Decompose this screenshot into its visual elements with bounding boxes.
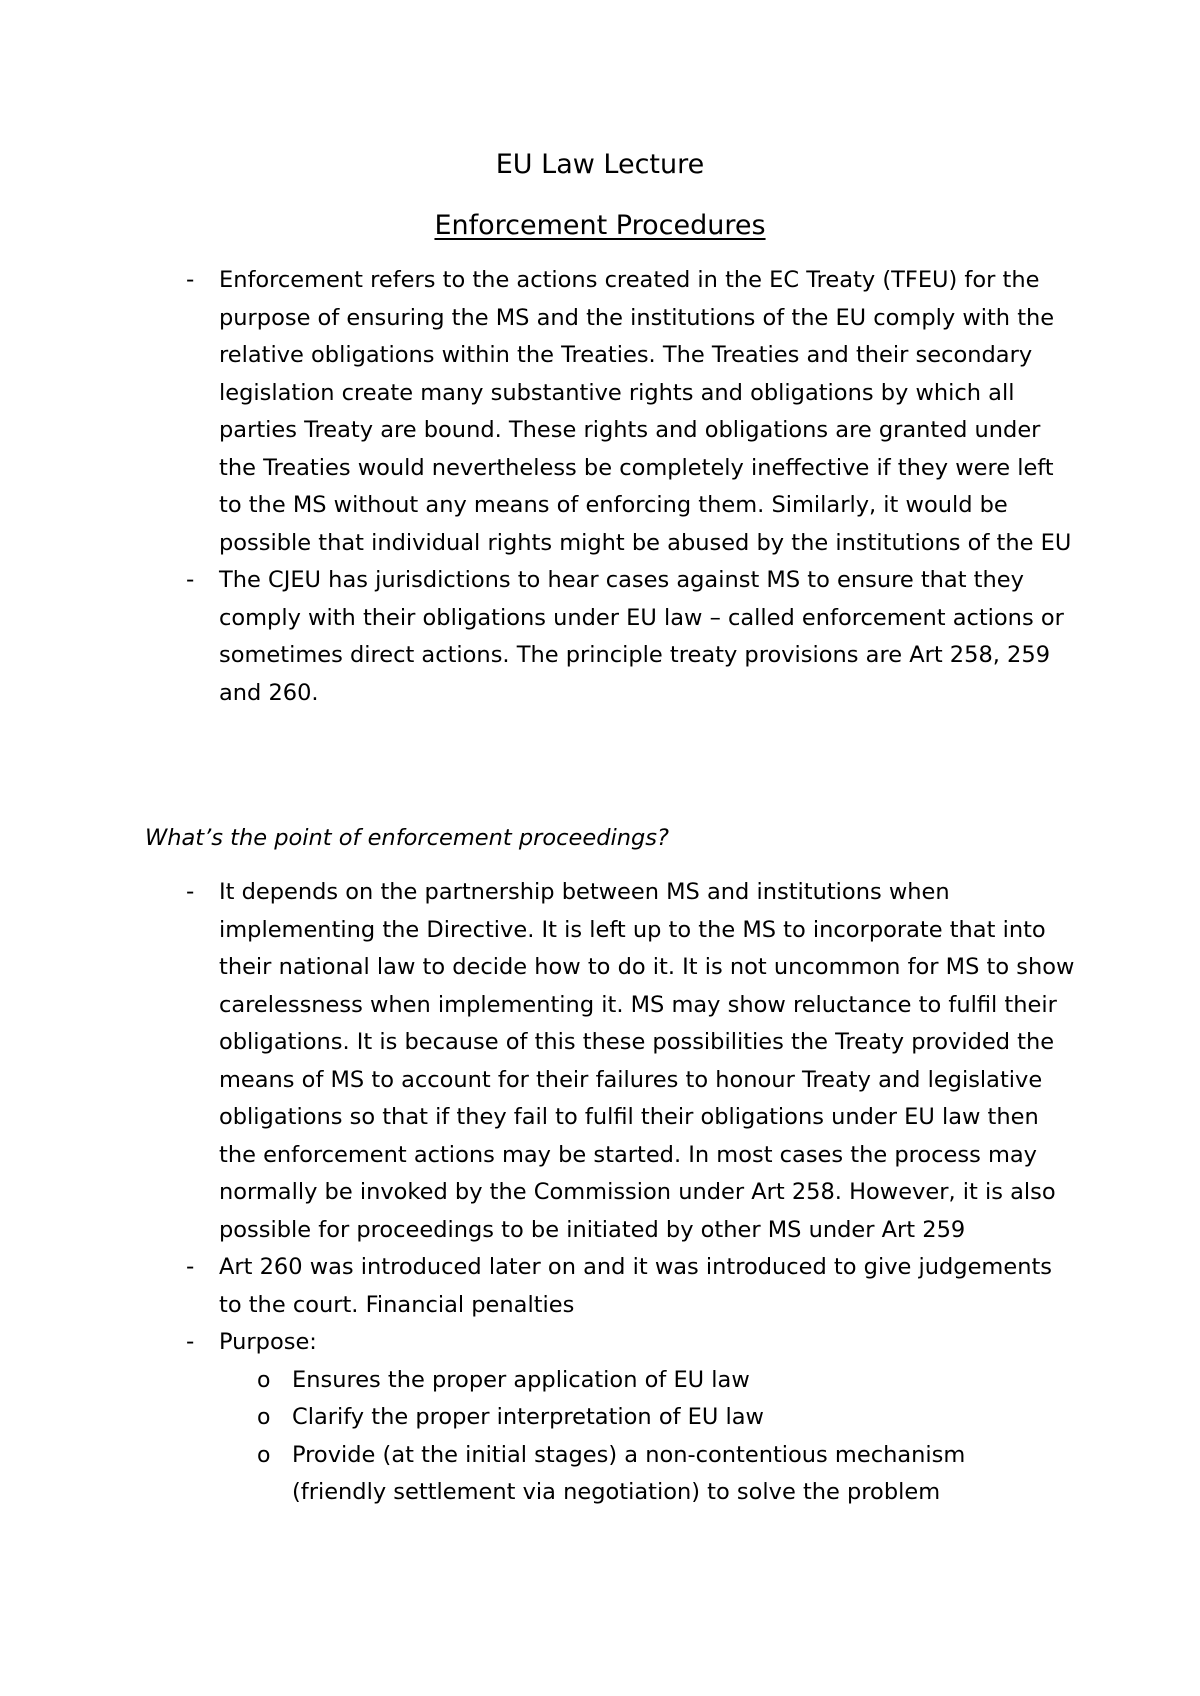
section2-bullet-purpose bbox=[0, 1324, 1200, 1512]
section1-bullet-list bbox=[0, 262, 1200, 712]
bullet-dash: - bbox=[186, 267, 195, 293]
sub-bullet-text: Clarify the proper interpretation of EU law bbox=[292, 1404, 764, 1430]
document-title: EU Law Lecture bbox=[495, 149, 705, 180]
purpose-sub-list bbox=[0, 1362, 1200, 1512]
bullet-text: Purpose: bbox=[219, 1329, 317, 1355]
section2-bullet-art-260 bbox=[0, 1249, 1200, 1324]
bullet-dash: - bbox=[186, 879, 195, 905]
purpose-item-application bbox=[0, 1362, 1200, 1400]
purpose-item-interpretation bbox=[0, 1399, 1200, 1437]
bullet-text: It depends on the partnership between MS and institutions when implementing the Directive. It is left up to the MS to incorporate that into their national law to decide how to do it. It is not uncommon for MS to show carelessness when implementing it. MS may show reluctance to fulfil their obligations. It is because of this these possibilities the Treaty provided the means of MS to account for their failures to honour Treaty and legislative obligations so that if they fail to fulfil their obligations under EU law then the enforcement actions may be started. In most cases the process may normally be invoked by the Commission under Art 258. However, it is also possible for proceedings to be initiated by other MS under Art 259 bbox=[219, 879, 1075, 1243]
section2-bullet-partnership bbox=[0, 874, 1200, 1249]
bullet-dash: - bbox=[186, 1254, 195, 1280]
purpose-item-settlement bbox=[0, 1437, 1200, 1512]
document-subtitle: Enforcement Procedures bbox=[434, 210, 766, 241]
section1-bullet-enforcement-definition bbox=[0, 262, 1200, 562]
sub-bullet-circle: o bbox=[257, 1367, 271, 1393]
sub-bullet-text: Provide (at the initial stages) a non-contentious mechanism (friendly settlement via negotiation) to solve the problem bbox=[292, 1441, 966, 1505]
sub-bullet-circle: o bbox=[257, 1405, 271, 1430]
section1-bullet-cjeu-jurisdiction bbox=[0, 562, 1200, 712]
sub-bullet-text: Ensures the proper application of EU law bbox=[292, 1366, 750, 1393]
bullet-text: The CJEU has jurisdictions to hear cases against MS to ensure that they comply with their obligations under EU law – called enforcement actions or sometimes direct actions. The principle treaty provisions are Art 258, 259 and 260. bbox=[219, 567, 1064, 706]
bullet-text: Art 260 was introduced later on and it was introduced to give judgements to the court. Financial penalties bbox=[219, 1254, 1052, 1318]
bullet-text: Enforcement refers to the actions created in the EC Treaty (TFEU) for the purpose of ensuring the MS and the institutions of the EU comply with the relative obligations within the Treaties. The Treaties and their secondary legislation create many substantive rights and obligations by which all parties Treaty are bound. These rights and obligations are granted under the Treaties would nevertheless be completely ineffective if they were left to the MS without any means of enforcing them. Similarly, it would be possible that individual rights might be abused by the institutions of the EU bbox=[219, 267, 1072, 556]
bullet-dash: - bbox=[186, 567, 195, 593]
sub-bullet-circle: o bbox=[257, 1442, 271, 1468]
bullet-dash: - bbox=[186, 1329, 195, 1355]
section-heading-point-of-proceedings: What’s the point of enforcement proceedings? bbox=[145, 825, 669, 851]
section2-bullet-list bbox=[0, 874, 1200, 1512]
